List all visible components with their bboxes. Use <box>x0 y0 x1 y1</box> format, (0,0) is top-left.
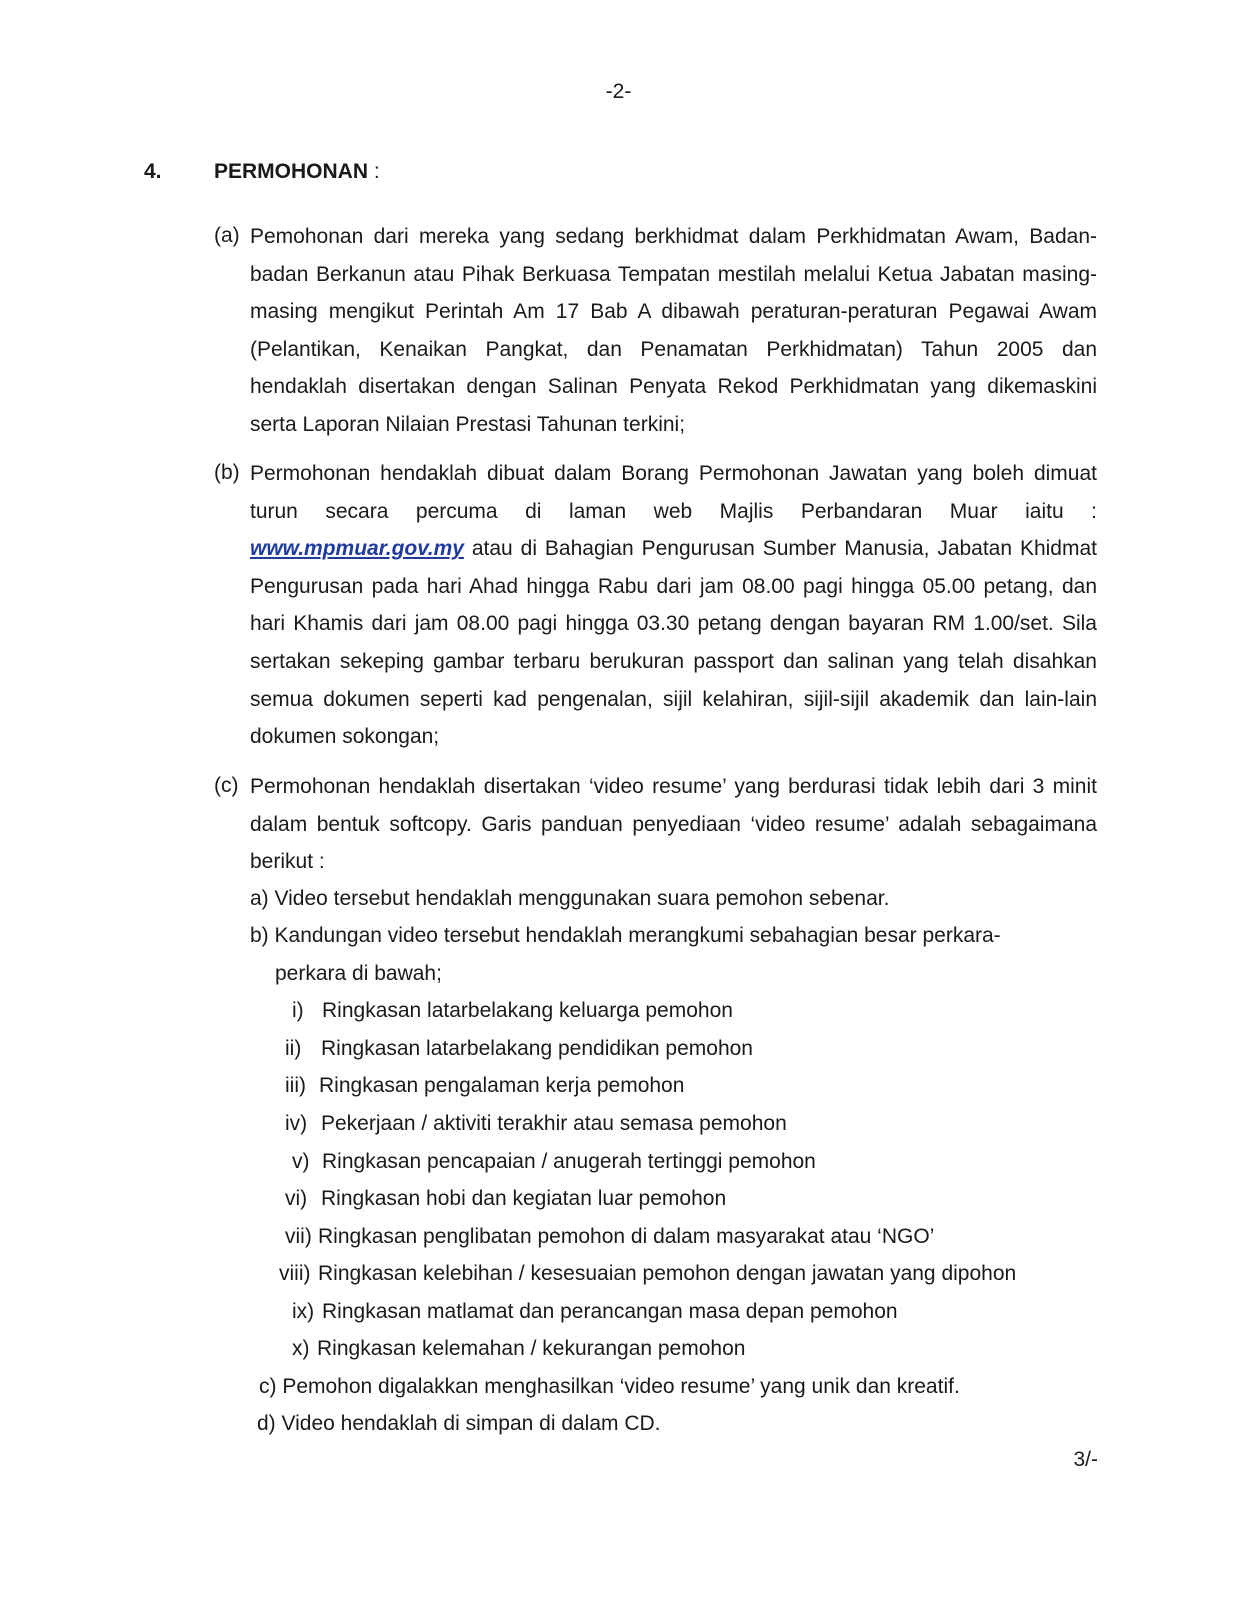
roman-num-5: v) <box>292 1150 310 1173</box>
roman-item-4: Pekerjaan / aktiviti terakhir atau semasa pemohon <box>321 1112 787 1135</box>
paragraph-b <box>250 455 1097 756</box>
page-number: -2- <box>605 80 632 103</box>
roman-num-4: iv) <box>285 1112 308 1135</box>
roman-item-1: Ringkasan latarbelakang keluarga pemohon <box>322 999 733 1022</box>
roman-item-5: Ringkasan pencapaian / anugerah tertinggi pemohon <box>322 1150 816 1173</box>
roman-item-2: Ringkasan latarbelakang pendidikan pemohon <box>321 1037 753 1060</box>
roman-num-3: iii) <box>285 1074 306 1097</box>
roman-num-6: vi) <box>285 1187 308 1210</box>
guideline-d: d) Video hendaklah di simpan di dalam CD. <box>257 1412 661 1435</box>
guideline-c: c) Pemohon digalakkan menghasilkan ‘video resume’ yang unik dan kreatif. <box>259 1375 960 1398</box>
guideline-b: b) Kandungan video tersebut hendaklah merangkumi sebahagian besar perkara- <box>250 924 1001 947</box>
guideline-b-continued: perkara di bawah; <box>275 962 442 985</box>
roman-item-6: Ringkasan hobi dan kegiatan luar pemohon <box>321 1187 727 1210</box>
guideline-a: a) Video tersebut hendaklah menggunakan suara pemohon sebenar. <box>250 887 890 910</box>
roman-num-7: vii) <box>285 1225 312 1248</box>
roman-item-3: Ringkasan pengalaman kerja pemohon <box>319 1074 685 1097</box>
section-title: PERMOHONAN <box>214 160 369 183</box>
section-number: 4. <box>144 160 162 183</box>
paragraph-b-rest: atau di Bahagian Pengurusan Sumber Manusia, Jabatan Khidmat Pengurusan pada hari Ahad hingga Rabu dari jam 08.00 pagi hingga 05.00 petang, dan hari Khamis dari jam 08.00 pagi hingga 03.30 petang dengan bayaran RM 1.00/set. Sila sertakan sekeping gambar terbaru berukuran passport dan salinan yang telah disahkan semua dokumen seperti kad pengenalan, sijil kelahiran, sijil-sijil akademik dan lain-lain dokumen sokongan; <box>250 537 1097 749</box>
roman-item-9: Ringkasan matlamat dan perancangan masa depan pemohon <box>322 1300 898 1323</box>
roman-item-8: Ringkasan kelebihan / kesesuaian pemohon dengan jawatan yang dipohon <box>318 1262 1017 1285</box>
website-link[interactable]: www.mpmuar.gov.my <box>250 537 464 561</box>
item-label-b: (b) <box>214 461 240 484</box>
roman-item-7: Ringkasan penglibatan pemohon di dalam masyarakat atau ‘NGO’ <box>318 1225 935 1248</box>
paragraph-a: Pemohonan dari mereka yang sedang berkhidmat dalam Perkhidmatan Awam, Badan-badan Berkanun atau Pihak Berkuasa Tempatan mestilah melalui Ketua Jabatan masing-masing mengikut Perintah Am 17 Bab A dibawah peraturan-peraturan Pegawai Awam (Pelantikan, Kenaikan Pangkat, dan Penamatan Perkhidmatan) Tahun 2005 dan hendaklah disertakan dengan Salinan Penyata Rekod Perkhidmatan yang dikemaskini serta Laporan Nilaian Prestasi Tahunan terkini; <box>250 225 1097 436</box>
roman-item-10: Ringkasan kelemahan / kekurangan pemohon <box>317 1337 746 1360</box>
section-heading <box>214 160 380 184</box>
roman-num-2: ii) <box>285 1037 302 1060</box>
roman-num-10: x) <box>292 1337 310 1360</box>
roman-num-1: i) <box>292 999 304 1022</box>
continued-marker: 3/- <box>1073 1448 1098 1471</box>
item-label-a: (a) <box>214 224 240 247</box>
roman-num-8: viii) <box>279 1262 311 1285</box>
paragraph-c: Permohonan hendaklah disertakan ‘video resume’ yang berdurasi tidak lebih dari 3 minit dalam bentuk softcopy. Garis panduan penyediaan ‘video resume’ adalah sebagaimana berikut : <box>250 775 1097 874</box>
roman-num-9: ix) <box>292 1300 315 1323</box>
paragraph-b-intro: Permohonan hendaklah dibuat dalam Borang Permohonan Jawatan yang boleh dimuat turun secara percuma di laman web Majlis Perbandaran Muar iaitu : <box>250 462 1097 523</box>
item-label-c: (c) <box>214 774 239 797</box>
section-title-colon: : <box>368 160 380 183</box>
